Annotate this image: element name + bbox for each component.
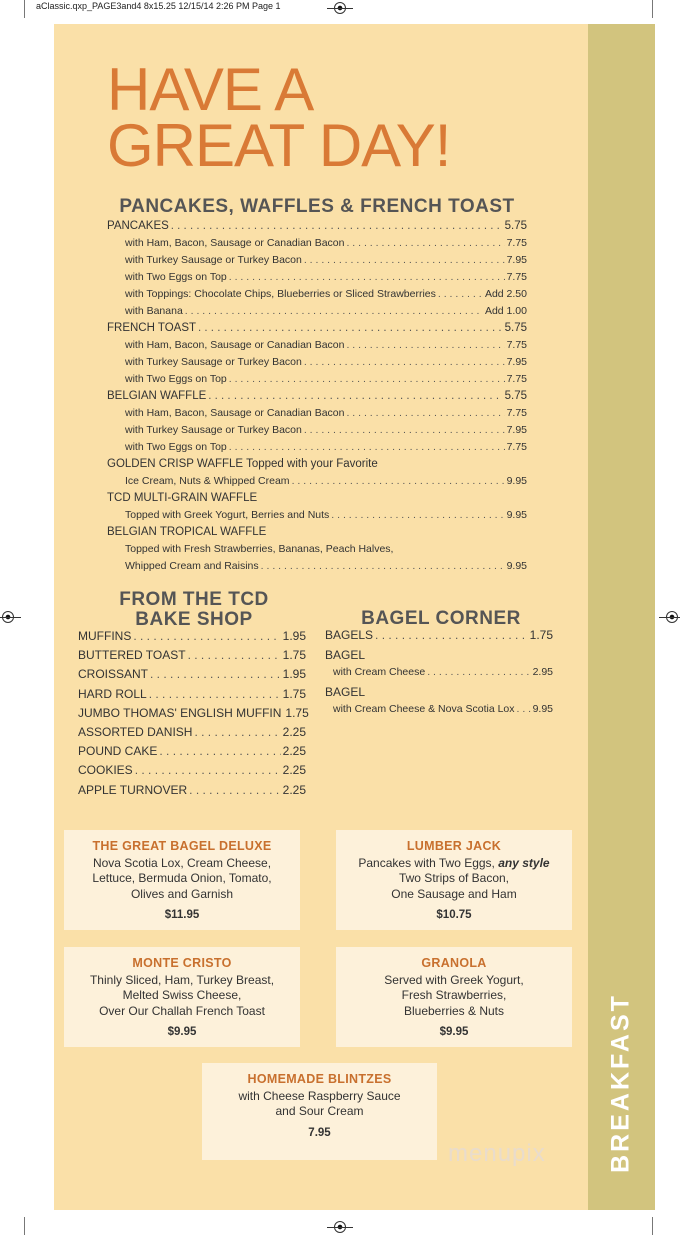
menu-item [107, 218, 527, 235]
item-price: 7.75 [506, 441, 527, 453]
dot-leader [133, 627, 280, 646]
special-description: and Sour Cream [275, 1104, 364, 1118]
dot-leader [304, 354, 505, 371]
item-name: with Turkey Sausage or Turkey Bacon [125, 254, 302, 266]
registration-mark-icon [334, 1221, 346, 1233]
item-price: 7.75 [506, 271, 527, 283]
dot-leader [198, 320, 503, 337]
item-price: 1.95 [282, 629, 306, 643]
registration-mark-icon [334, 2, 346, 14]
item-price: 9.95 [506, 475, 527, 487]
menu-item [107, 541, 527, 558]
special-price: $9.95 [167, 1026, 197, 1038]
item-name: with Turkey Sausage or Turkey Bacon [125, 356, 302, 368]
menu-item [78, 723, 306, 742]
dot-leader [188, 646, 281, 665]
item-name: TCD MULTI-GRAIN WAFFLE [107, 492, 258, 504]
item-name: BAGELS [325, 628, 374, 642]
menu-item [325, 647, 553, 664]
title-line: GREAT DAY! [107, 112, 451, 179]
menu-item [78, 781, 306, 800]
heading-line: FROM THE TCD [119, 589, 269, 610]
menu-item [107, 456, 527, 473]
dot-leader [171, 218, 503, 235]
item-name: MUFFINS [78, 629, 132, 643]
item-price: 1.75 [285, 705, 309, 720]
menu-item [107, 422, 527, 439]
bake-shop-heading [78, 590, 310, 630]
item-name: ASSORTED DANISH [78, 724, 193, 739]
special-box [64, 947, 300, 1047]
menu-item [107, 286, 527, 303]
item-name: HARD ROLL [78, 686, 147, 701]
dot-leader [438, 286, 483, 303]
special-box [64, 830, 300, 930]
item-name: with Ham, Bacon, Sausage or Canadian Bacon [125, 237, 345, 249]
special-description: One Sausage and Ham [391, 886, 517, 901]
menu-item [78, 646, 306, 665]
item-price: 7.75 [506, 407, 527, 419]
special-description: Melted Swiss Cheese, [122, 988, 242, 1002]
item-name: with Turkey Sausage or Turkey Bacon [125, 424, 302, 436]
pancakes-heading: PANCAKES, WAFFLES & FRENCH TOAST [119, 196, 515, 217]
special-description: Olives and Garnish [130, 886, 234, 901]
menu-item [107, 235, 527, 252]
item-price: 1.95 [282, 667, 306, 682]
special-description: Pancakes with Two Eggs, any style [358, 855, 550, 870]
menu-item [78, 761, 306, 780]
menu-item [107, 490, 527, 507]
dot-leader [150, 665, 281, 684]
item-price: 7.75 [506, 373, 527, 385]
special-price: $11.95 [164, 909, 200, 921]
item-name: with Cream Cheese [333, 666, 426, 678]
item-name: APPLE TURNOVER [78, 782, 188, 797]
item-price: 2.95 [532, 666, 553, 678]
item-name: COOKIES [78, 763, 133, 778]
menu-item [107, 524, 527, 541]
item-name: with Two Eggs on Top [125, 271, 227, 283]
special-title: MONTE CRISTO [132, 956, 232, 970]
menu-item [78, 627, 306, 646]
dot-leader [229, 439, 505, 456]
special-description: Nova Scotia Lox, Cream Cheese, [92, 855, 272, 870]
item-name: with Toppings: Chocolate Chips, Blueberries or Sliced Strawberries [125, 288, 436, 300]
item-name: with Cream Cheese & Nova Scotia Lox [333, 703, 515, 715]
item-price: 1.75 [282, 686, 306, 701]
item-price: 9.95 [506, 560, 527, 572]
item-price: 7.75 [506, 339, 527, 351]
item-name: BELGIAN TROPICAL WAFFLE [107, 526, 267, 538]
dot-leader [185, 303, 483, 320]
menu-item [107, 252, 527, 269]
special-description: with Cheese Raspberry Sauce [238, 1088, 401, 1103]
menu-item [107, 388, 527, 405]
menu-item [107, 371, 527, 388]
item-name: BELGIAN WAFFLE [107, 390, 207, 402]
dot-leader [135, 761, 281, 780]
crop-mark [652, 1217, 653, 1235]
item-name: GOLDEN CRISP WAFFLE Topped with your Favorite [107, 458, 378, 470]
menu-item [107, 269, 527, 286]
item-name: Topped with Greek Yogurt, Berries and Nuts [125, 509, 330, 521]
item-price: 9.95 [506, 509, 527, 521]
special-title: GRANOLA [421, 956, 487, 970]
dot-leader [159, 742, 280, 761]
item-name: BAGEL [325, 648, 366, 662]
item-name: with Two Eggs on Top [125, 441, 227, 453]
menu-item [107, 473, 527, 490]
special-price: $10.75 [436, 909, 472, 921]
item-price: 7.75 [506, 237, 527, 249]
item-name: Whipped Cream and Raisins [125, 560, 259, 572]
menu-item [107, 558, 527, 575]
item-price: 9.95 [532, 703, 553, 715]
crop-mark [24, 0, 25, 18]
dot-leader [427, 664, 530, 681]
special-box [336, 947, 572, 1047]
item-name: with Ham, Bacon, Sausage or Canadian Bacon [125, 339, 345, 351]
menu-item [325, 701, 553, 718]
item-price: 2.25 [282, 782, 306, 797]
item-name: with Two Eggs on Top [125, 373, 227, 385]
item-price: 2.25 [282, 744, 306, 759]
dot-leader [208, 388, 502, 405]
dot-leader [346, 235, 504, 252]
special-description: Blueberries & Nuts [403, 1003, 505, 1018]
special-price: $9.95 [439, 1026, 469, 1038]
item-name: with Ham, Bacon, Sausage or Canadian Bacon [125, 407, 345, 419]
item-price: 7.95 [506, 356, 527, 368]
side-label: BREAKFAST [606, 993, 635, 1173]
title-line: HAVE A [107, 56, 314, 123]
dot-leader [261, 558, 505, 575]
special-title: THE GREAT BAGEL DELUXE [92, 839, 272, 853]
item-name: Topped with Fresh Strawberries, Bananas, Peach Halves, [125, 543, 394, 555]
item-name: with Banana [125, 305, 183, 317]
menu-item [325, 664, 553, 681]
item-name: FRENCH TOAST [107, 322, 197, 334]
menu-item [107, 405, 527, 422]
dot-leader [346, 405, 504, 422]
crop-mark [652, 0, 653, 18]
dot-leader [194, 723, 280, 742]
item-price: 1.75 [529, 628, 553, 642]
menu-item [107, 507, 527, 524]
menu-item [107, 320, 527, 337]
menu-item [78, 704, 309, 723]
item-price: Add 1.00 [484, 305, 527, 317]
menu-item [107, 303, 527, 320]
item-name: BAGEL [325, 685, 366, 699]
watermark: menupix [448, 1140, 546, 1167]
menu-item [78, 742, 306, 761]
item-price: 2.25 [282, 763, 306, 778]
item-price: 5.75 [504, 390, 527, 402]
item-price: 1.75 [282, 648, 306, 663]
dot-leader [304, 252, 505, 269]
special-description: Two Strips of Bacon, [398, 871, 510, 885]
crop-mark [24, 1217, 25, 1235]
heading-line: BAKE SHOP [135, 609, 253, 630]
menu-item [325, 627, 553, 644]
dot-leader [229, 269, 505, 286]
special-box [336, 830, 572, 930]
item-price: 7.95 [506, 424, 527, 436]
item-name: PANCAKES [107, 220, 169, 232]
special-description: Over Our Challah French Toast [99, 1003, 265, 1018]
menu-item [78, 665, 306, 684]
special-price: 7.95 [308, 1126, 331, 1139]
item-name: POUND CAKE [78, 744, 158, 759]
menu-item [78, 685, 306, 704]
registration-mark-icon [666, 611, 678, 623]
special-title: HOMEMADE BLINTZES [247, 1072, 392, 1086]
item-name: Ice Cream, Nuts & Whipped Cream [125, 475, 290, 487]
item-price: 5.75 [504, 322, 527, 334]
dot-leader [331, 507, 504, 524]
dot-leader [229, 371, 505, 388]
menu-item [107, 439, 527, 456]
dot-leader [517, 701, 531, 718]
item-name: JUMBO THOMAS' ENGLISH MUFFIN [78, 705, 282, 720]
special-description: Lettuce, Bermuda Onion, Tomato, [92, 871, 272, 885]
item-price: 5.75 [504, 220, 527, 232]
special-title: LUMBER JACK [406, 839, 502, 853]
item-name: BUTTERED TOAST [78, 648, 186, 663]
item-price: Add 2.50 [484, 288, 527, 300]
bagel-corner-list [325, 627, 553, 718]
dot-leader [189, 781, 280, 800]
dot-leader [304, 422, 505, 439]
menu-item [107, 354, 527, 371]
dot-leader [292, 473, 505, 490]
item-price: 2.25 [282, 724, 306, 739]
dot-leader [346, 337, 504, 354]
dot-leader [375, 627, 528, 644]
bake-shop-list [78, 627, 309, 800]
pancakes-list [107, 218, 527, 575]
menu-item [107, 337, 527, 354]
page-title [107, 56, 451, 179]
special-description: Served with Greek Yogurt, [384, 972, 524, 987]
dot-leader [149, 685, 281, 704]
item-name: CROISSANT [78, 667, 149, 682]
menu-item [325, 684, 553, 701]
special-description: Fresh Strawberries, [401, 988, 507, 1002]
print-header: aClassic.qxp_PAGE3and4 8x15.25 12/15/14 2:26 PM Page 1 [36, 1, 281, 11]
special-description: Thinly Sliced, Ham, Turkey Breast, [89, 972, 275, 987]
bagel-corner-heading: BAGEL CORNER [361, 608, 521, 629]
special-box [202, 1063, 437, 1160]
registration-mark-icon [2, 611, 14, 623]
item-price: 7.95 [506, 254, 527, 266]
